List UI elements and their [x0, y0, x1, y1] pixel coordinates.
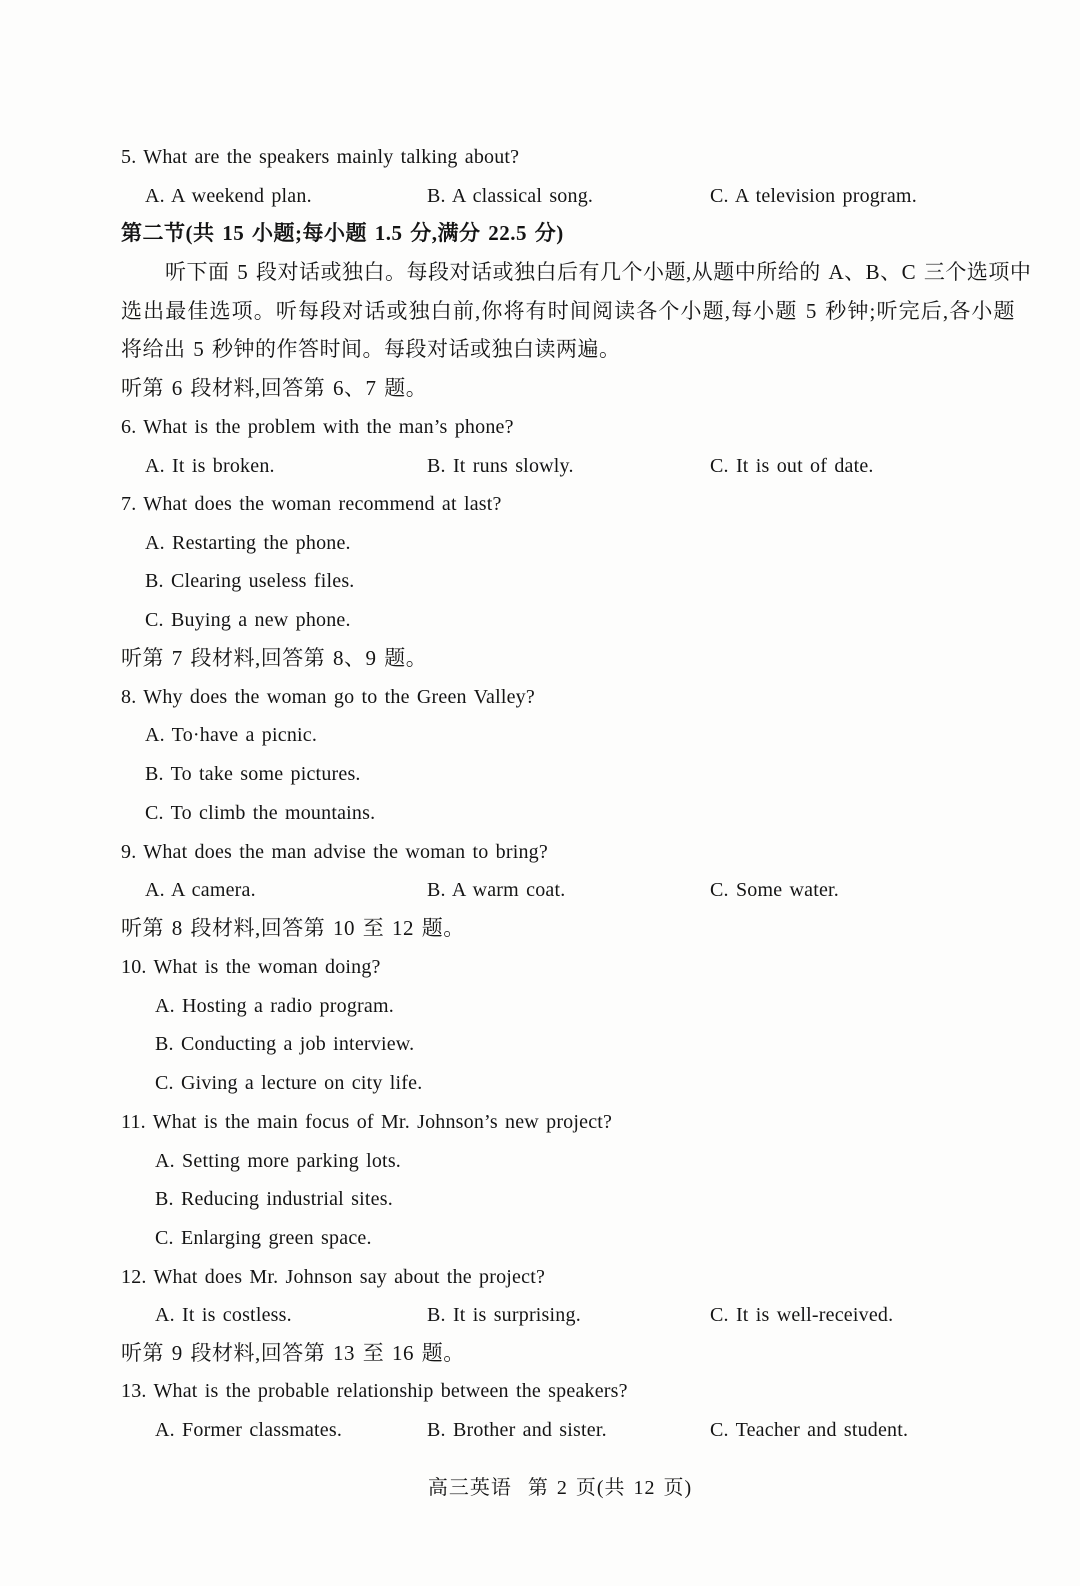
question-9-option-a: A. A camera. — [145, 879, 256, 901]
question-7-option-c: C. Buying a new phone. — [145, 609, 351, 631]
question-12-option-c: C. It is well-received. — [710, 1304, 894, 1326]
question-5-option-a: A. A weekend plan. — [145, 185, 312, 207]
question-7-option-a: A. Restarting the phone. — [145, 532, 351, 554]
question-9-option-b: B. A warm coat. — [427, 879, 566, 901]
question-13-stem: 13. What is the probable relationship between the speakers? — [121, 1380, 628, 1402]
question-6-stem: 6. What is the problem with the man’s phone? — [121, 416, 514, 438]
question-11-option-a: A. Setting more parking lots. — [155, 1150, 401, 1172]
section-2-instruction-3: 将给出 5 秒钟的作答时间。每段对话或独白读两遍。 — [121, 337, 621, 361]
question-6-option-b: B. It runs slowly. — [427, 455, 574, 477]
question-12-option-a: A. It is costless. — [155, 1304, 292, 1326]
question-6-option-a: A. It is broken. — [145, 455, 275, 477]
question-6-option-c: C. It is out of date. — [710, 455, 874, 477]
question-12-stem: 12. What does Mr. Johnson say about the project? — [121, 1266, 546, 1288]
material-7-intro: 听第 7 段材料,回答第 8、9 题。 — [121, 646, 428, 670]
material-9-intro: 听第 9 段材料,回答第 13 至 16 题。 — [121, 1341, 465, 1365]
question-8-stem: 8. Why does the woman go to the Green Valley? — [121, 686, 535, 708]
question-7-stem: 7. What does the woman recommend at last? — [121, 493, 502, 515]
question-10-option-a: A. Hosting a radio program. — [155, 995, 394, 1017]
question-5-option-b: B. A classical song. — [427, 185, 594, 207]
question-12-option-b: B. It is surprising. — [427, 1304, 581, 1326]
question-9-option-c: C. Some water. — [710, 879, 840, 901]
section-2-instruction-2: 选出最佳选项。听每段对话或独白前,你将有时间阅读各个小题,每小题 5 秒钟;听完后,各小题 — [121, 299, 1015, 323]
question-7-option-b: B. Clearing useless files. — [145, 570, 355, 592]
section-2-heading: 第二节(共 15 小题;每小题 1.5 分,满分 22.5 分) — [121, 221, 564, 245]
question-9-stem: 9. What does the man advise the woman to bring? — [121, 841, 548, 863]
material-6-intro: 听第 6 段材料,回答第 6、7 题。 — [121, 376, 428, 400]
question-13-option-a: A. Former classmates. — [155, 1419, 343, 1441]
question-10-option-b: B. Conducting a job interview. — [155, 1033, 415, 1055]
question-11-option-b: B. Reducing industrial sites. — [155, 1188, 393, 1210]
question-11-option-c: C. Enlarging green space. — [155, 1227, 372, 1249]
question-5-stem: 5. What are the speakers mainly talking about? — [121, 146, 520, 168]
question-5-option-c: C. A television program. — [710, 185, 917, 207]
question-10-stem: 10. What is the woman doing? — [121, 956, 381, 978]
material-8-intro: 听第 8 段材料,回答第 10 至 12 题。 — [121, 916, 465, 940]
question-8-option-b: B. To take some pictures. — [145, 763, 361, 785]
question-13-option-b: B. Brother and sister. — [427, 1419, 607, 1441]
question-13-option-c: C. Teacher and student. — [710, 1419, 909, 1441]
question-8-option-a: A. To·have a picnic. — [145, 724, 318, 746]
question-10-option-c: C. Giving a lecture on city life. — [155, 1072, 423, 1094]
page-footer: 高三英语 第 2 页(共 12 页) — [427, 1477, 693, 1499]
section-2-instruction-1: 听下面 5 段对话或独白。每段对话或独白后有几个小题,从题中所给的 A、B、C 三个选项中 — [165, 260, 1032, 284]
question-11-stem: 11. What is the main focus of Mr. Johnson’s new project? — [121, 1111, 613, 1133]
question-8-option-c: C. To climb the mountains. — [145, 802, 376, 824]
